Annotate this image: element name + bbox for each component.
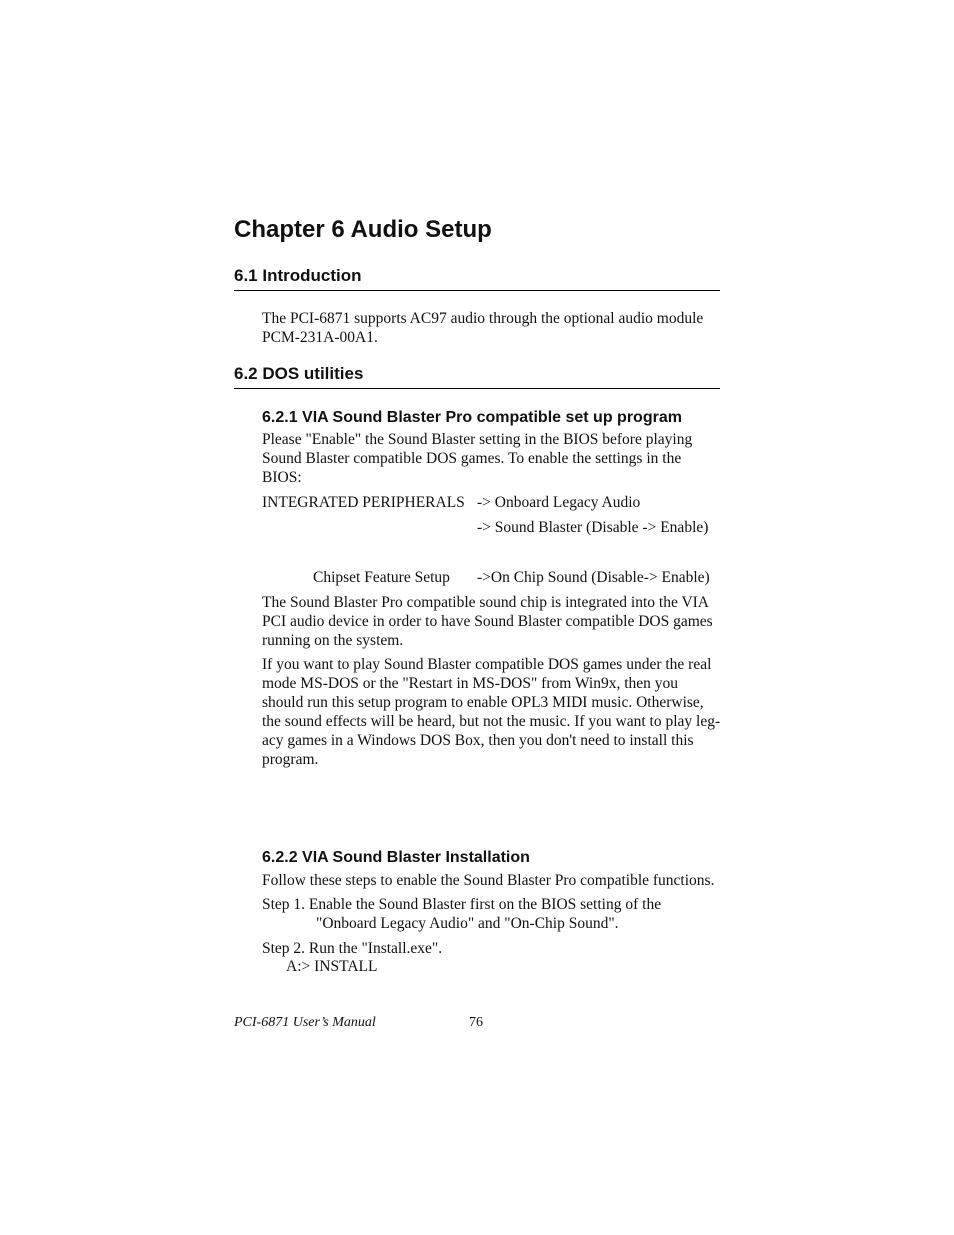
- section-rule-introduction: [234, 290, 720, 291]
- dos-line-5: acy games in a Windows DOS Box, then you don't need to install this: [262, 732, 694, 749]
- setup-intro-paragraph: [262, 430, 724, 487]
- step-1-line-1: Step 1. Enable the Sound Blaster first on the BIOS setting of the: [262, 896, 662, 913]
- bios-path-on-chip-sound: ->On Chip Sound (Disable-> Enable): [477, 569, 710, 586]
- chip-integration-paragraph: [262, 593, 724, 650]
- dos-games-paragraph: [262, 655, 724, 769]
- subsection-heading-setup-program: 6.2.1 VIA Sound Blaster Pro compatible set up program: [262, 409, 682, 426]
- section-rule-dos-utilities: [234, 388, 720, 389]
- intro-line-2: PCM-231A-00A1.: [262, 329, 378, 346]
- chapter-title: Chapter 6 Audio Setup: [234, 216, 492, 243]
- chip-line-1: The Sound Blaster Pro compatible sound chip is integrated into the VIA: [262, 594, 709, 611]
- dos-line-1: If you want to play Sound Blaster compatible DOS games under the real: [262, 656, 712, 673]
- bios-path-menu-integrated: INTEGRATED PERIPHERALS: [262, 494, 465, 511]
- dos-line-2: mode MS-DOS or the "Restart in MS-DOS" from Win9x, then you: [262, 675, 679, 692]
- step-2-command: A:> INSTALL: [286, 958, 378, 975]
- step-1-line-2: "Onboard Legacy Audio" and "On-Chip Sound".: [316, 915, 619, 932]
- section-heading-dos-utilities: 6.2 DOS utilities: [234, 364, 364, 383]
- section-heading-introduction: 6.1 Introduction: [234, 266, 362, 285]
- dos-line-4: the sound effects will be heard, but not the music. If you want to play leg-: [262, 713, 721, 730]
- subsection-heading-installation: 6.2.2 VIA Sound Blaster Installation: [262, 849, 530, 866]
- intro-line-1: The PCI-6871 supports AC97 audio through the optional audio module: [262, 310, 704, 327]
- setup-intro-line-2: Sound Blaster compatible DOS games. To enable the settings in the: [262, 450, 682, 467]
- dos-line-6: program.: [262, 751, 319, 768]
- intro-paragraph: [262, 309, 724, 347]
- bios-path-menu-chipset: Chipset Feature Setup: [313, 569, 450, 586]
- footer-page-number: 76: [469, 1015, 483, 1030]
- bios-path-onboard-legacy-audio: -> Onboard Legacy Audio: [477, 494, 641, 511]
- setup-intro-line-1: Please "Enable" the Sound Blaster setting in the BIOS before playing: [262, 431, 693, 448]
- setup-intro-line-3: BIOS:: [262, 469, 302, 486]
- installation-intro: Follow these steps to enable the Sound Blaster Pro compatible functions.: [262, 872, 715, 889]
- chip-line-2: PCI audio device in order to have Sound Blaster compatible DOS games: [262, 613, 713, 630]
- step-2-line-1: Step 2. Run the "Install.exe".: [262, 940, 443, 957]
- chip-line-3: running on the system.: [262, 632, 404, 649]
- dos-line-3: should run this setup program to enable OPL3 MIDI music. Otherwise,: [262, 694, 704, 711]
- footer-manual-name: PCI-6871 User’s Manual: [234, 1015, 376, 1030]
- bios-path-sound-blaster: -> Sound Blaster (Disable -> Enable): [477, 519, 709, 536]
